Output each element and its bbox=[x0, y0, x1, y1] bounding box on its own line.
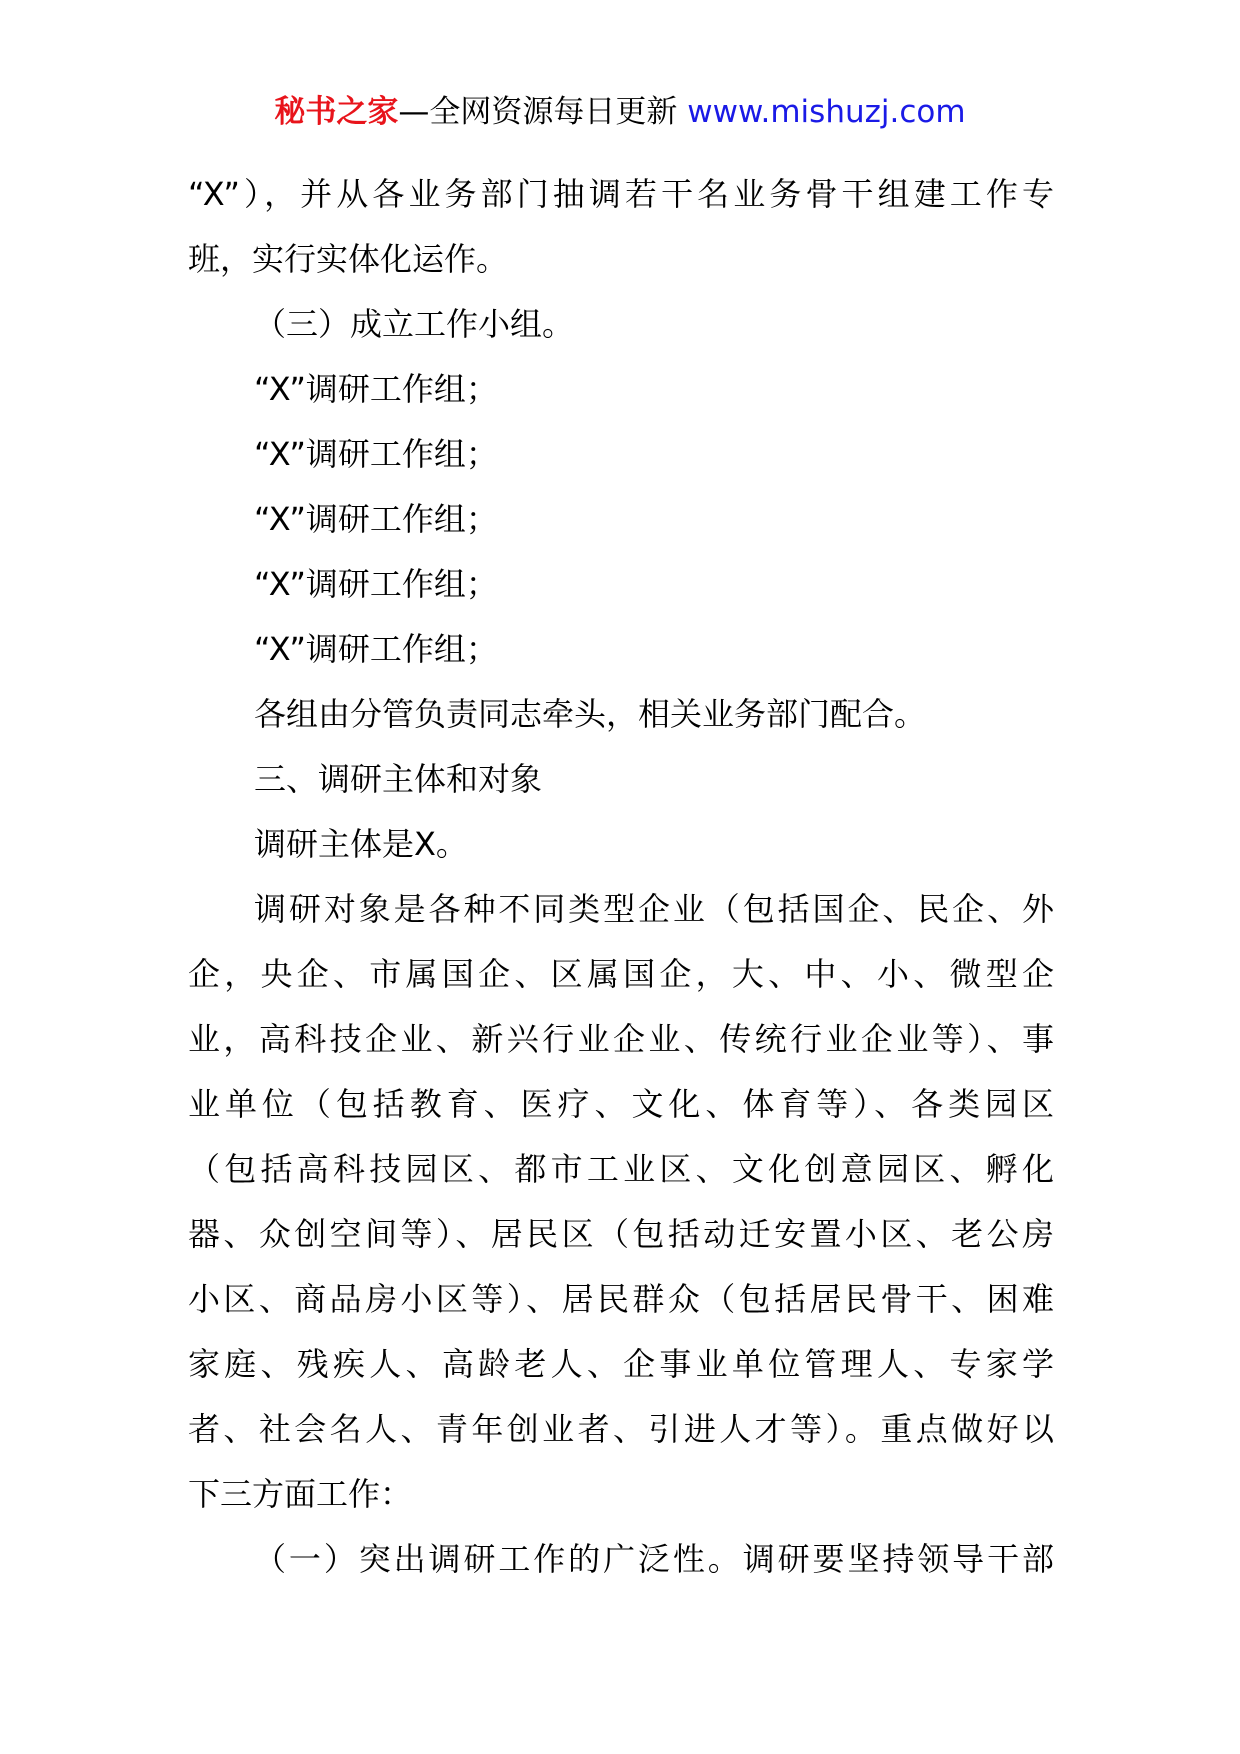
text-line: 各组由分管负责同志牵头，相关业务部门配合。 bbox=[254, 695, 927, 733]
section-heading: 三、调研主体和对象 bbox=[254, 760, 543, 798]
text-line: 下三方面工作： bbox=[188, 1475, 413, 1513]
text-line: （包括高科技园区、都市工业区、文化创意园区、孵化 bbox=[188, 1150, 1054, 1188]
list-item: “X”调研工作组； bbox=[254, 370, 498, 408]
section-heading: （一）突出调研工作的广泛性。调研要坚持领导干部 bbox=[254, 1540, 1054, 1578]
text-line: 企，央企、市属国企、区属国企，大、中、小、微型企 bbox=[188, 955, 1054, 993]
text-line: 器、众创空间等）、居民区（包括动迁安置小区、老公房 bbox=[188, 1215, 1054, 1253]
site-header bbox=[0, 92, 1240, 132]
text-line: 业单位（包括教育、医疗、文化、体育等）、各类园区 bbox=[188, 1085, 1054, 1123]
text-line: 调研主体是X。 bbox=[254, 825, 468, 863]
document-body bbox=[188, 162, 1054, 1592]
text-line: “X”），并从各业务部门抽调若干名业务骨干组建工作专 bbox=[188, 175, 1054, 213]
section-heading: （三）成立工作小组。 bbox=[254, 305, 575, 343]
site-brand: 秘书之家 bbox=[274, 94, 399, 130]
list-item: “X”调研工作组； bbox=[254, 630, 498, 668]
list-item: “X”调研工作组； bbox=[254, 435, 498, 473]
text-line: 者、社会名人、青年创业者、引进人才等）。重点做好以 bbox=[188, 1410, 1054, 1448]
site-tagline: —全网资源每日更新 bbox=[398, 94, 688, 130]
text-line: 班，实行实体化运作。 bbox=[188, 240, 509, 278]
text-line: 家庭、残疾人、高龄老人、企事业单位管理人、专家学 bbox=[188, 1345, 1054, 1383]
text-line: 调研对象是各种不同类型企业（包括国企、民企、外 bbox=[254, 890, 1054, 928]
text-line: 业，高科技企业、新兴行业企业、传统行业企业等）、事 bbox=[188, 1020, 1054, 1058]
list-item: “X”调研工作组； bbox=[254, 565, 498, 603]
site-url-link[interactable]: www.mishuzj.com bbox=[687, 94, 966, 130]
text-line: 小区、商品房小区等）、居民群众（包括居民骨干、困难 bbox=[188, 1280, 1054, 1318]
list-item: “X”调研工作组； bbox=[254, 500, 498, 538]
